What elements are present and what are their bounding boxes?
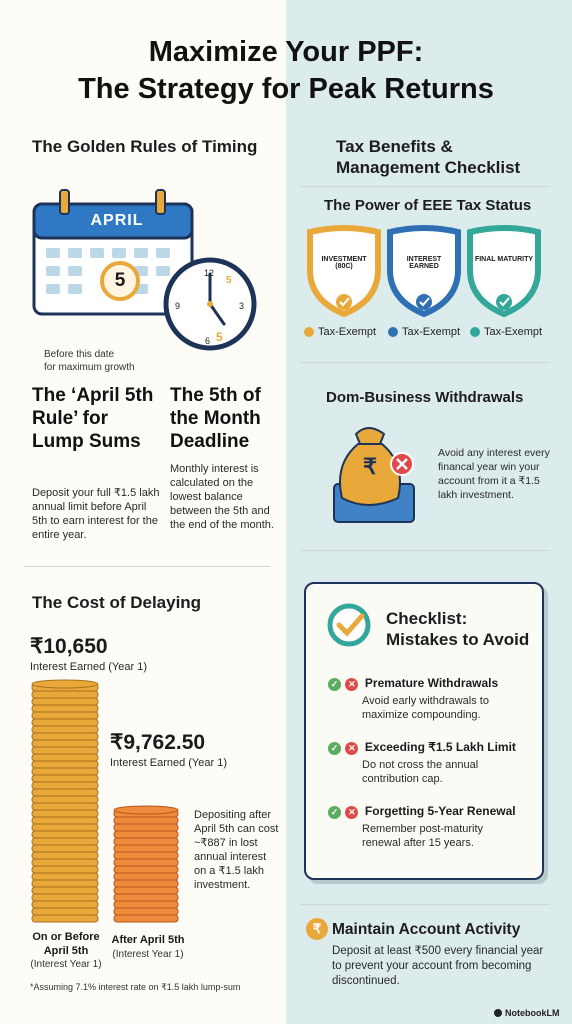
checklist-item-title: Exceeding ₹1.5 Lakh Limit bbox=[364, 740, 516, 754]
tax-exempt-label: Tax-Exempt bbox=[402, 326, 461, 338]
check-icon: ✓ bbox=[328, 678, 341, 691]
coin bbox=[114, 845, 178, 852]
coin bbox=[32, 845, 98, 852]
coin bbox=[32, 880, 98, 887]
coin bbox=[114, 817, 178, 824]
amount1: ₹10,650 bbox=[30, 635, 108, 658]
coin bbox=[32, 719, 98, 726]
money-bag-rupee: ₹ bbox=[363, 454, 377, 479]
rule1-body: Deposit your full ₹1.5 lakh annual limit before April 5th to earn interest for the entire year. bbox=[32, 487, 160, 541]
svg-text:3: 3 bbox=[239, 301, 245, 311]
coin bbox=[32, 894, 98, 901]
coin bbox=[32, 859, 98, 866]
checklist-item-title: Forgetting 5-Year Renewal bbox=[364, 804, 516, 818]
checklist-item-title: Premature Withdrawals bbox=[364, 676, 499, 690]
coin bbox=[32, 908, 98, 915]
checklist-item-renewal bbox=[328, 802, 516, 820]
eee-shields bbox=[304, 222, 552, 318]
svg-text:9: 9 bbox=[175, 301, 181, 311]
coin-stacks bbox=[28, 672, 188, 928]
eee-heading: The Power of EEE Tax Status bbox=[324, 197, 532, 214]
calendar-day: 5 bbox=[114, 270, 126, 291]
cross-icon: ✕ bbox=[345, 742, 358, 755]
brand-mark bbox=[494, 1008, 560, 1018]
coin bbox=[114, 908, 178, 915]
svg-text:12: 12 bbox=[204, 268, 215, 278]
coin bbox=[32, 796, 98, 803]
coin bbox=[114, 894, 178, 901]
coin bbox=[114, 852, 178, 859]
coin-stack-after-april-5th bbox=[114, 806, 178, 922]
amount1-label: Interest Earned (Year 1) bbox=[30, 661, 147, 673]
svg-text:6: 6 bbox=[205, 336, 211, 346]
coin bbox=[114, 866, 178, 873]
footnote: *Assuming 7.1% interest rate on ₹1.5 lakh lump-sum bbox=[30, 982, 241, 992]
checklist-heading: Checklist: Mistakes to Avoid bbox=[386, 609, 530, 649]
coin bbox=[114, 859, 178, 866]
coin-stack-before-april-5th bbox=[32, 680, 98, 922]
rule2-title: The 5th of the Month Deadline bbox=[170, 385, 261, 452]
check-icon: ✓ bbox=[328, 806, 341, 819]
coin-top bbox=[32, 680, 98, 688]
checklist-item-exceeding bbox=[328, 738, 516, 756]
shield-maturity-icon bbox=[470, 228, 538, 314]
tax-exempt-1 bbox=[304, 326, 376, 338]
shield-label-investment: INVESTMENT (80C) bbox=[321, 256, 367, 270]
checklist-item-premature bbox=[328, 674, 498, 692]
coin bbox=[114, 915, 178, 922]
check-icon bbox=[388, 327, 398, 337]
coin bbox=[32, 733, 98, 740]
shield-label-interest: INTEREST EARNED bbox=[406, 256, 442, 270]
coin bbox=[114, 824, 178, 831]
coin bbox=[114, 901, 178, 908]
clock-icon bbox=[166, 260, 254, 348]
coin bbox=[32, 726, 98, 733]
withdraw-divider bbox=[300, 362, 550, 363]
shield-interest-icon bbox=[390, 228, 458, 314]
coin bbox=[32, 754, 98, 761]
coin bbox=[32, 873, 98, 880]
coin bbox=[32, 740, 98, 747]
check-icon bbox=[470, 327, 480, 337]
svg-text:5: 5 bbox=[226, 275, 232, 286]
coin bbox=[32, 803, 98, 810]
title-line-1: Maximize Your PPF: bbox=[148, 36, 424, 68]
col1-title: On or Before April 5th bbox=[32, 931, 100, 957]
coin bbox=[114, 831, 178, 838]
shield-label-maturity: FINAL MATURITY bbox=[474, 256, 534, 263]
cross-icon: ✕ bbox=[345, 806, 358, 819]
coin bbox=[114, 880, 178, 887]
left-divider bbox=[24, 566, 270, 567]
checklist-item-body: Remember post-maturity renewal after 15 years. bbox=[362, 823, 484, 849]
delay-heading: The Cost of Delaying bbox=[32, 593, 202, 612]
coin bbox=[32, 810, 98, 817]
rule1-title: The ‘April 5th Rule’ for Lump Sums bbox=[32, 385, 154, 452]
title-line-2: The Strategy for Peak Returns bbox=[78, 73, 494, 105]
coin bbox=[32, 761, 98, 768]
calendar-month: APRIL bbox=[90, 212, 144, 229]
timing-heading: The Golden Rules of Timing bbox=[32, 137, 258, 156]
withdrawals-body: Avoid any interest every financal year win your account from it a ₹1.5 lakh investment. bbox=[438, 447, 550, 501]
activity-body: Deposit at least ₹500 every financial year to prevent your account from becoming discontinued. bbox=[332, 945, 544, 987]
tax-exempt-3 bbox=[470, 326, 542, 338]
coin bbox=[32, 705, 98, 712]
checklist-item-body: Do not cross the annual contribution cap. bbox=[362, 759, 479, 785]
coin bbox=[32, 712, 98, 719]
tax-exempt-2 bbox=[388, 326, 460, 338]
notebooklm-logo-icon bbox=[494, 1009, 502, 1017]
coin bbox=[32, 782, 98, 789]
coin bbox=[32, 901, 98, 908]
timing-caption: Before this date for maximum growth bbox=[44, 349, 135, 373]
coin bbox=[114, 838, 178, 845]
brand-label: NotebookLM bbox=[505, 1008, 560, 1018]
tax-exempt-label: Tax-Exempt bbox=[484, 326, 543, 338]
coin bbox=[32, 691, 98, 698]
col1-subtitle: (Interest Year 1) bbox=[30, 959, 102, 970]
coin bbox=[32, 915, 98, 922]
tax-exempt-label: Tax-Exempt bbox=[318, 326, 377, 338]
coin bbox=[32, 768, 98, 775]
tax-heading: Tax Benefits & Management Checklist bbox=[336, 137, 521, 177]
coin bbox=[32, 887, 98, 894]
coin bbox=[114, 873, 178, 880]
col2-subtitle: (Interest Year 1) bbox=[112, 949, 184, 960]
coin bbox=[114, 887, 178, 894]
checklist-divider bbox=[300, 550, 550, 551]
hand-coin-icon: ₹ bbox=[306, 918, 328, 940]
coin bbox=[32, 852, 98, 859]
coin bbox=[32, 747, 98, 754]
check-icon: ✓ bbox=[328, 742, 341, 755]
activity-divider bbox=[300, 904, 550, 905]
coin bbox=[32, 866, 98, 873]
coin bbox=[32, 831, 98, 838]
activity-heading: Maintain Account Activity bbox=[332, 921, 521, 938]
checklist-item-body: Avoid early withdrawals to maximize compounding. bbox=[362, 695, 489, 721]
checkmark-circle-icon bbox=[326, 602, 372, 648]
amount2: ₹9,762.50 bbox=[110, 731, 206, 754]
coin bbox=[32, 698, 98, 705]
coin bbox=[32, 789, 98, 796]
check-icon bbox=[304, 327, 314, 337]
coin bbox=[32, 817, 98, 824]
delay-note: Depositing after April 5th can cost ~₹887 in lost annual interest on a ₹1.5 lakh investment. bbox=[194, 809, 279, 891]
clock-highlight-number: 5 bbox=[216, 330, 223, 344]
rule2-body: Monthly interest is calculated on the lowest balance between the 5th and the end of the month. bbox=[170, 463, 274, 531]
page-title bbox=[0, 34, 572, 108]
coin bbox=[32, 824, 98, 831]
coin bbox=[32, 838, 98, 845]
coin bbox=[32, 775, 98, 782]
col2-title: After April 5th bbox=[111, 934, 185, 946]
tax-divider bbox=[300, 186, 550, 187]
withdrawals-heading: Dom-Business Withdrawals bbox=[326, 389, 524, 406]
amount2-label: Interest Earned (Year 1) bbox=[110, 757, 227, 769]
coin-top bbox=[114, 806, 178, 814]
cross-icon: ✕ bbox=[345, 678, 358, 691]
shield-investment-icon bbox=[310, 228, 378, 314]
